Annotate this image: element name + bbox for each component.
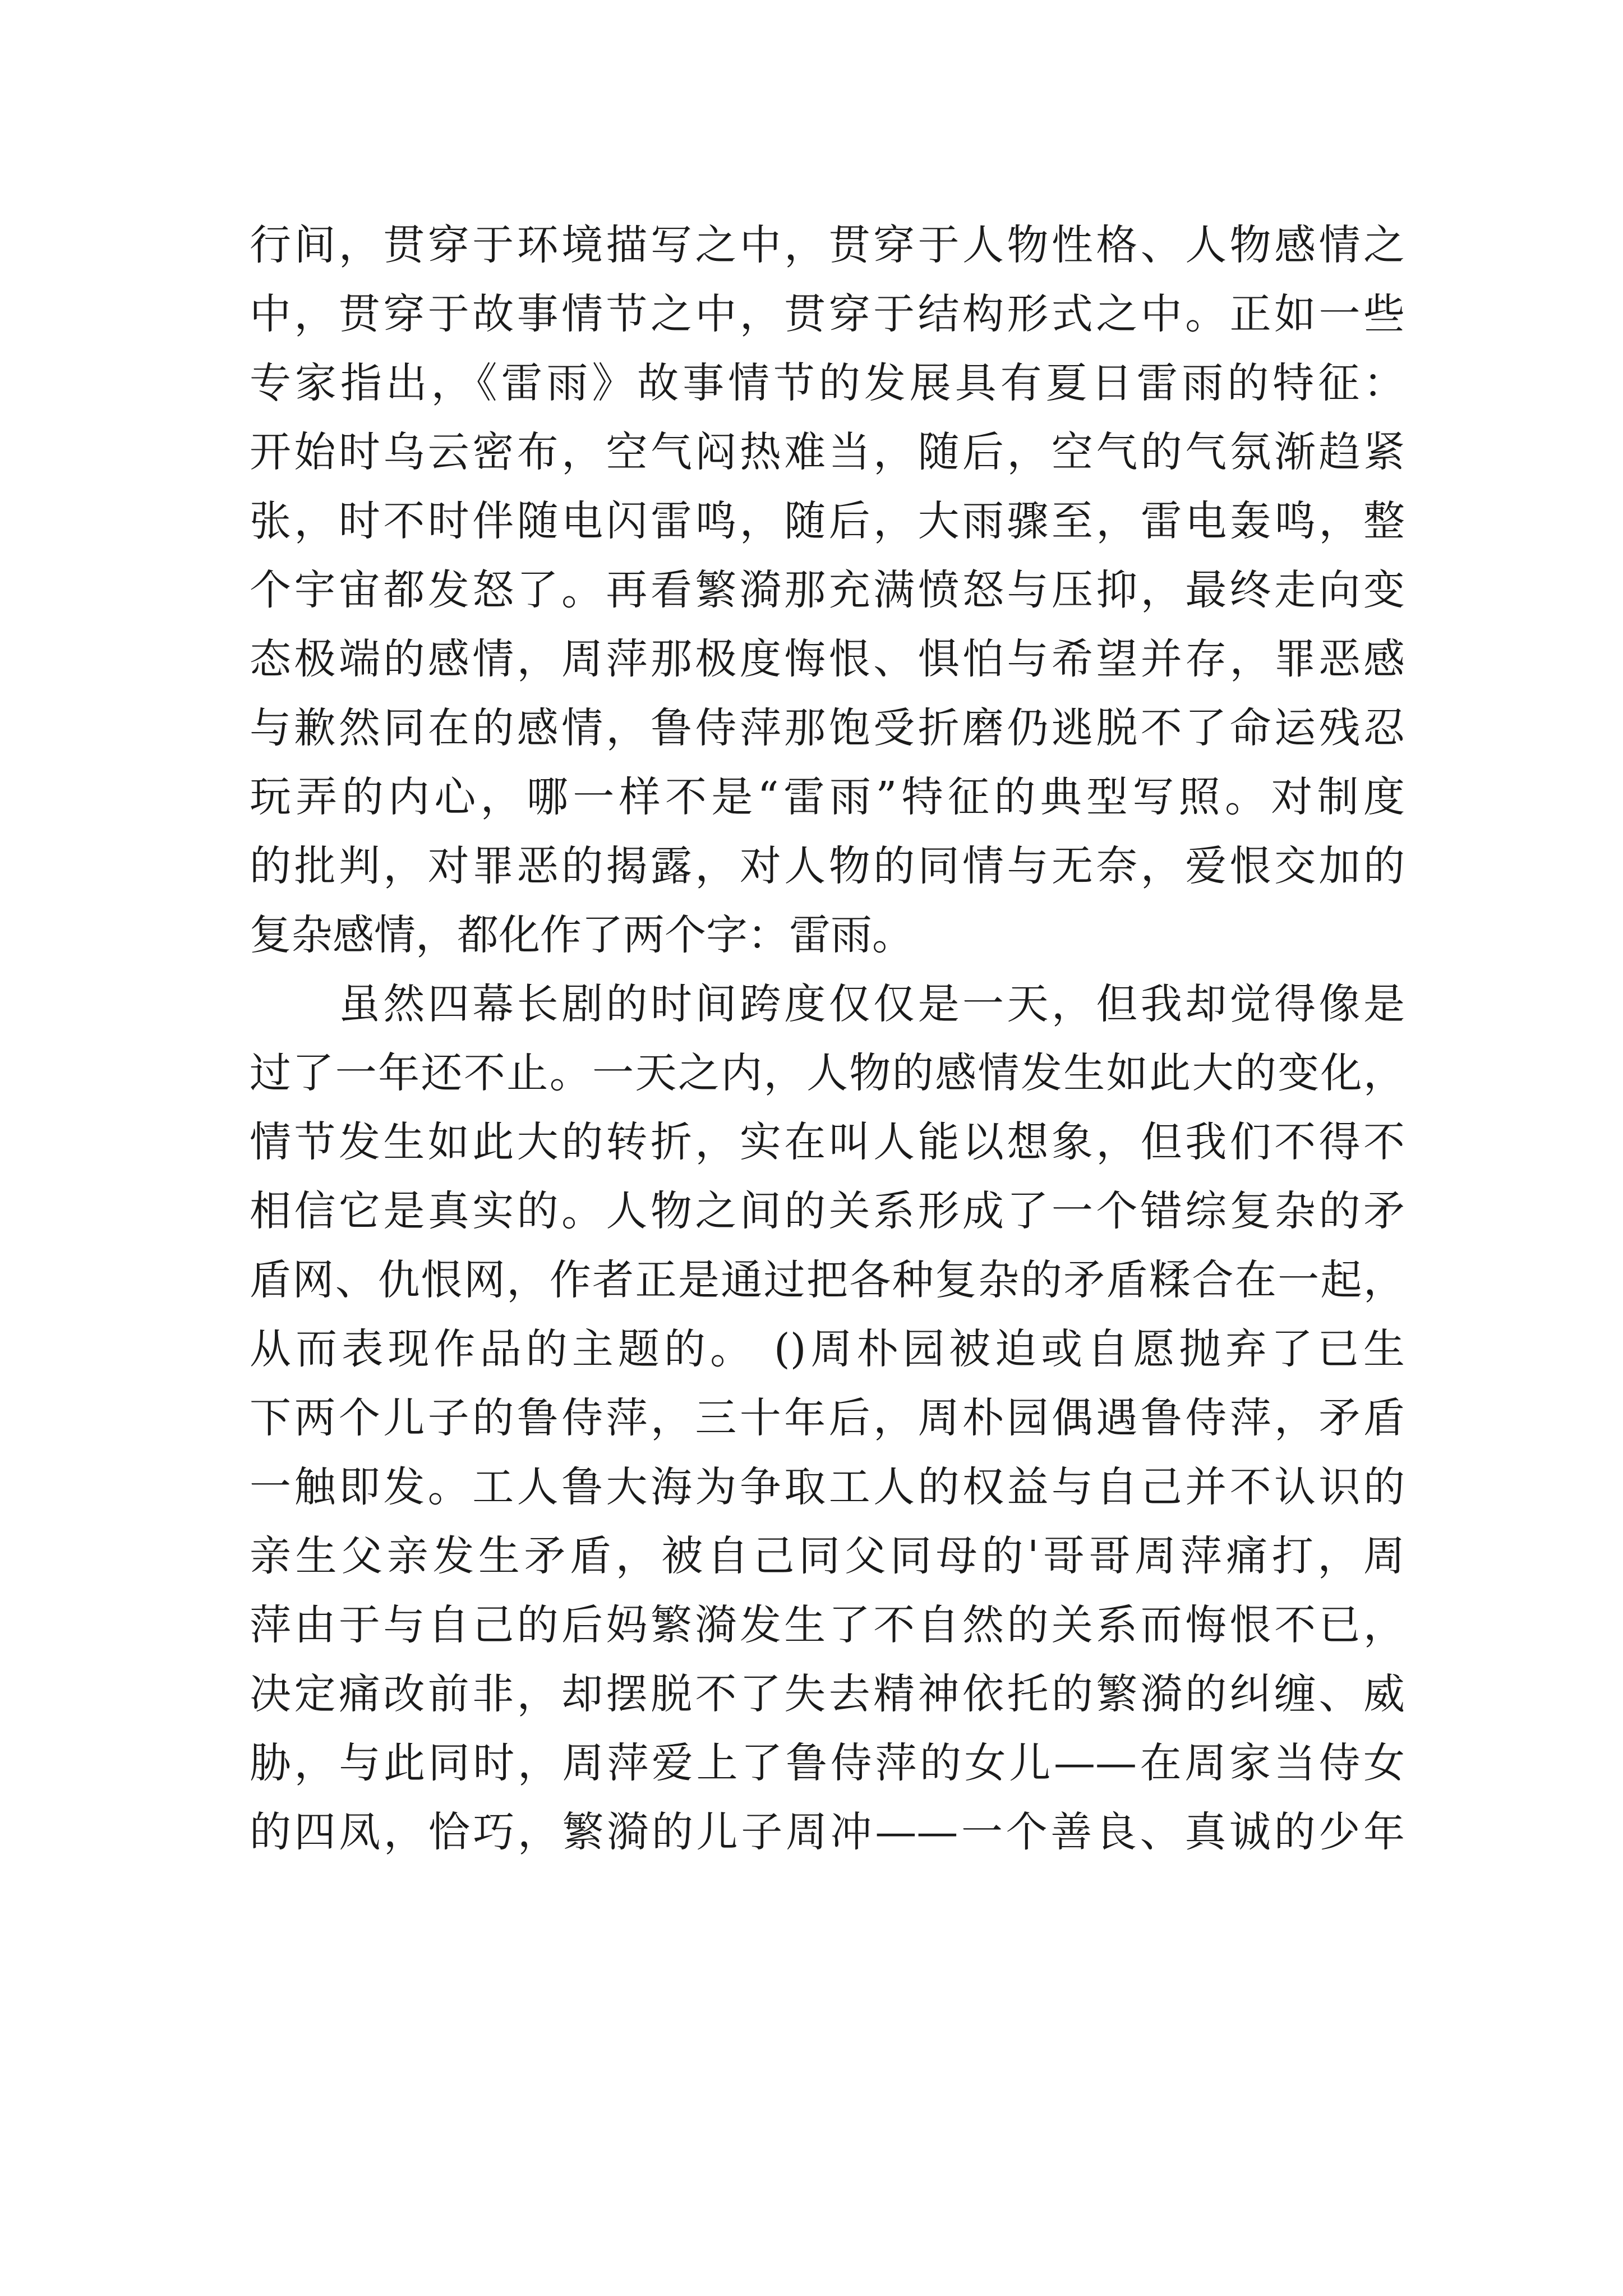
text-line: 一触即发。工人鲁大海为争取工人的权益与自己并不认识的 <box>250 1463 1405 1511</box>
text-line: 的四凤，恰巧，繁漪的儿子周冲——一个善良、真诚的少年 <box>250 1808 1405 1856</box>
text-line: 萍由于与自己的后妈繁漪发生了不自然的关系而悔恨不已， <box>250 1601 1405 1649</box>
text-line: 胁，与此同时，周萍爱上了鲁侍萍的女儿——在周家当侍女 <box>250 1739 1405 1787</box>
paragraph-end-line: 复杂感情，都化作了两个字：雷雨。 <box>250 911 914 959</box>
text-line: 相信它是真实的。人物之间的关系形成了一个错综复杂的矛 <box>250 1187 1405 1235</box>
text-line: 下两个儿子的鲁侍萍，三十年后，周朴园偶遇鲁侍萍，矛盾 <box>250 1394 1405 1442</box>
text-line: 亲生父亲发生矛盾，被自己同父同母的'哥哥周萍痛打，周 <box>250 1532 1405 1580</box>
paragraph-start-line: 虽然四幕长剧的时间跨度仅仅是一天，但我却觉得像是 <box>250 980 1405 1028</box>
text-line: 态极端的感情，周萍那极度悔恨、惧怕与希望并存，罪恶感 <box>250 635 1405 683</box>
text-line: 行间，贯穿于环境描写之中，贯穿于人物性格、人物感情之 <box>250 221 1405 269</box>
text-line: 过了一年还不止。一天之内，人物的感情发生如此大的变化， <box>250 1049 1405 1097</box>
text-line: 的批判，对罪恶的揭露，对人物的同情与无奈，爱恨交加的 <box>250 842 1405 890</box>
text-line: 专家指出，《雷雨》故事情节的发展具有夏日雷雨的特征： <box>250 359 1405 407</box>
text-line: 决定痛改前非，却摆脱不了失去精神依托的繁漪的纠缠、威 <box>250 1670 1405 1718</box>
text-line: 张，时不时伴随电闪雷鸣，随后，大雨骤至，雷电轰鸣，整 <box>250 497 1405 545</box>
body-text <box>250 211 1405 1867</box>
text-line: 开始时乌云密布，空气闷热难当，随后，空气的气氛渐趋紧 <box>250 428 1405 476</box>
text-line: 玩弄的内心，哪一样不是“雷雨”特征的典型写照。对制度 <box>250 773 1405 821</box>
text-line: 中，贯穿于故事情节之中，贯穿于结构形式之中。正如一些 <box>250 290 1405 338</box>
text-line: 个宇宙都发怒了。再看繁漪那充满愤怒与压抑，最终走向变 <box>250 566 1405 614</box>
text-line: 盾网、仇恨网，作者正是通过把各种复杂的矛盾糅合在一起， <box>250 1256 1405 1304</box>
text-line: 与歉然同在的感情，鲁侍萍那饱受折磨仍逃脱不了命运残忍 <box>250 704 1405 752</box>
text-line: 从而表现作品的主题的。 ()周朴园被迫或自愿抛弃了已生 <box>250 1325 1405 1373</box>
text-line: 情节发生如此大的转折，实在叫人能以想象，但我们不得不 <box>250 1118 1405 1166</box>
